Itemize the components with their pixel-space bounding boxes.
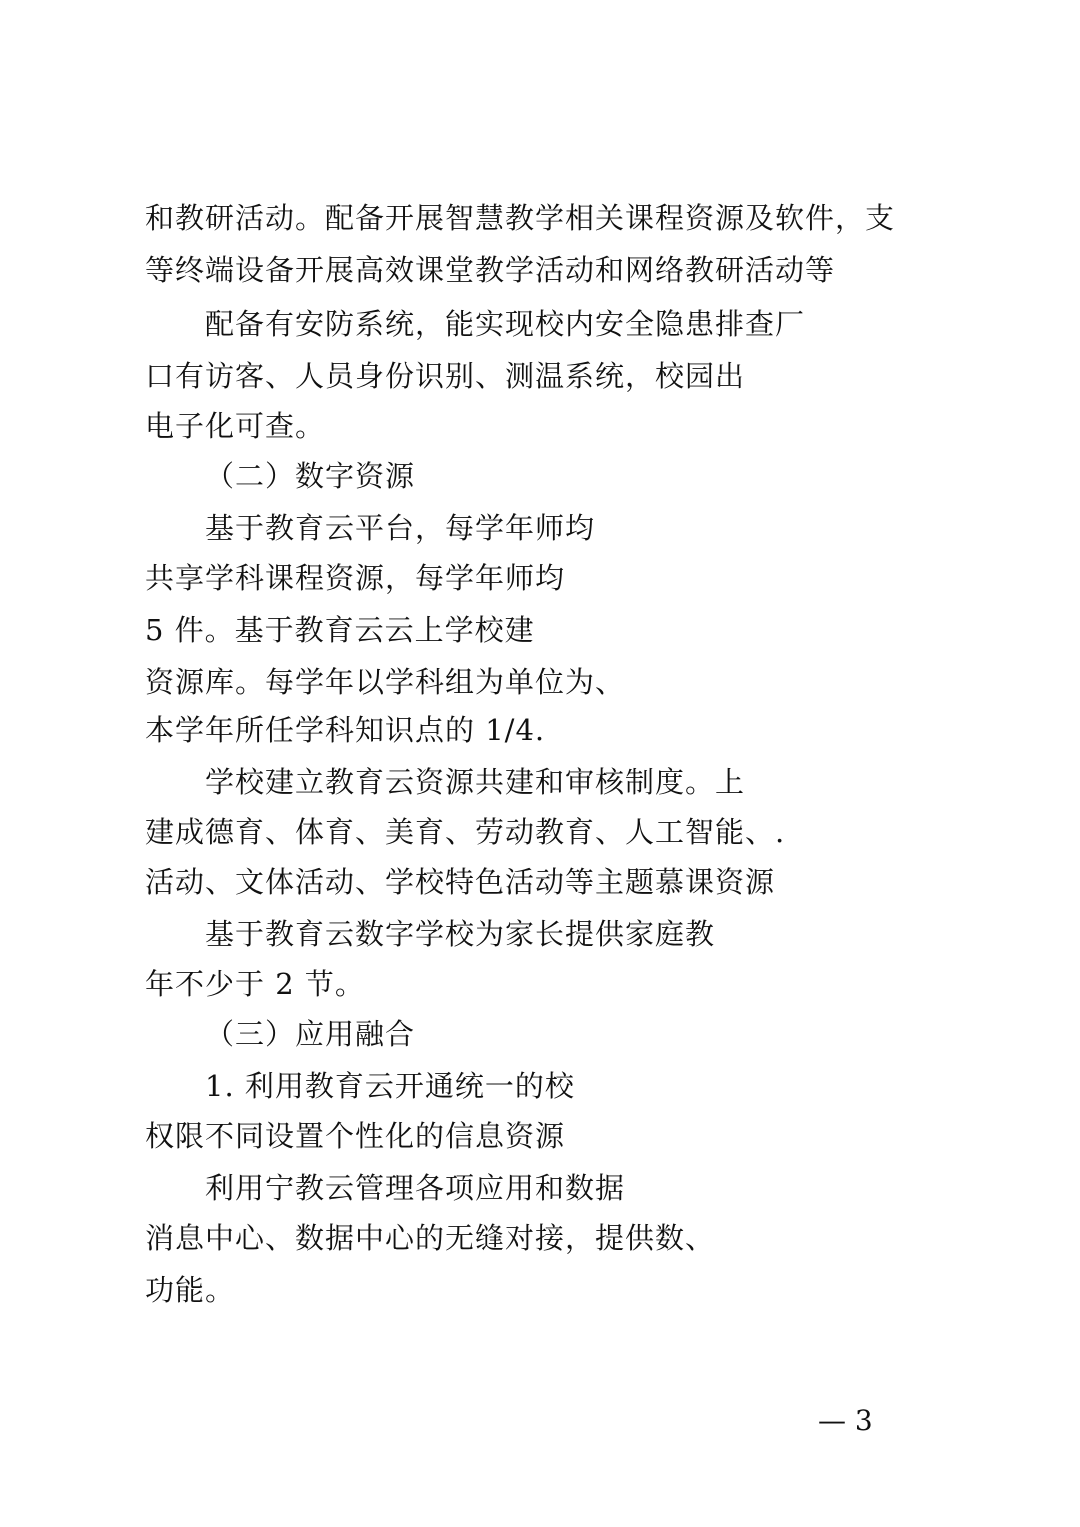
page-number: — 3 (818, 1404, 873, 1437)
text-line-1: 和教研活动。配备开展智慧教学相关课程资源及软件，支 (145, 201, 896, 235)
text-line-13: 建成德育、体育、美育、劳动教育、人工智能、. (145, 815, 786, 849)
text-line-18: 1. 利用教育云开通统一的校 (205, 1069, 575, 1103)
text-line-4: 口有访客、人员身份识别、测温系统，校园出 (145, 359, 746, 393)
text-line-22: 功能。 (145, 1273, 236, 1307)
text-line-12: 学校建立教育云资源共建和审核制度。上 (205, 765, 746, 799)
text-line-11: 本学年所任学科知识点的 1/4. (145, 713, 546, 747)
text-line-9: 5 件。基于教育云云上学校建 (145, 613, 535, 647)
text-line-21: 消息中心、数据中心的无缝对接，提供数、 (145, 1221, 716, 1255)
section-heading-application-integration: （三）应用融合 (205, 1017, 416, 1051)
text-line-3: 配备有安防系统，能实现校内安全隐患排查厂 (205, 307, 806, 341)
text-line-5: 电子化可查。 (145, 409, 326, 443)
text-line-14: 活动、文体活动、学校特色活动等主题慕课资源 (145, 865, 776, 899)
text-line-7: 基于教育云平台，每学年师均 (205, 511, 596, 545)
text-line-2: 等终端设备开展高效课堂教学活动和网络教研活动等 (145, 253, 836, 287)
text-line-15: 基于教育云数字学校为家长提供家庭教 (205, 917, 716, 951)
text-line-10: 资源库。每学年以学科组为单位为、 (145, 665, 626, 699)
text-line-8: 共享学科课程资源，每学年师均 (145, 561, 566, 595)
text-line-16: 年不少于 2 节。 (145, 967, 365, 1001)
section-heading-digital-resources: （二）数字资源 (205, 459, 416, 493)
text-line-20: 利用宁教云管理各项应用和数据 (205, 1171, 626, 1205)
text-line-19: 权限不同设置个性化的信息资源 (145, 1119, 566, 1153)
